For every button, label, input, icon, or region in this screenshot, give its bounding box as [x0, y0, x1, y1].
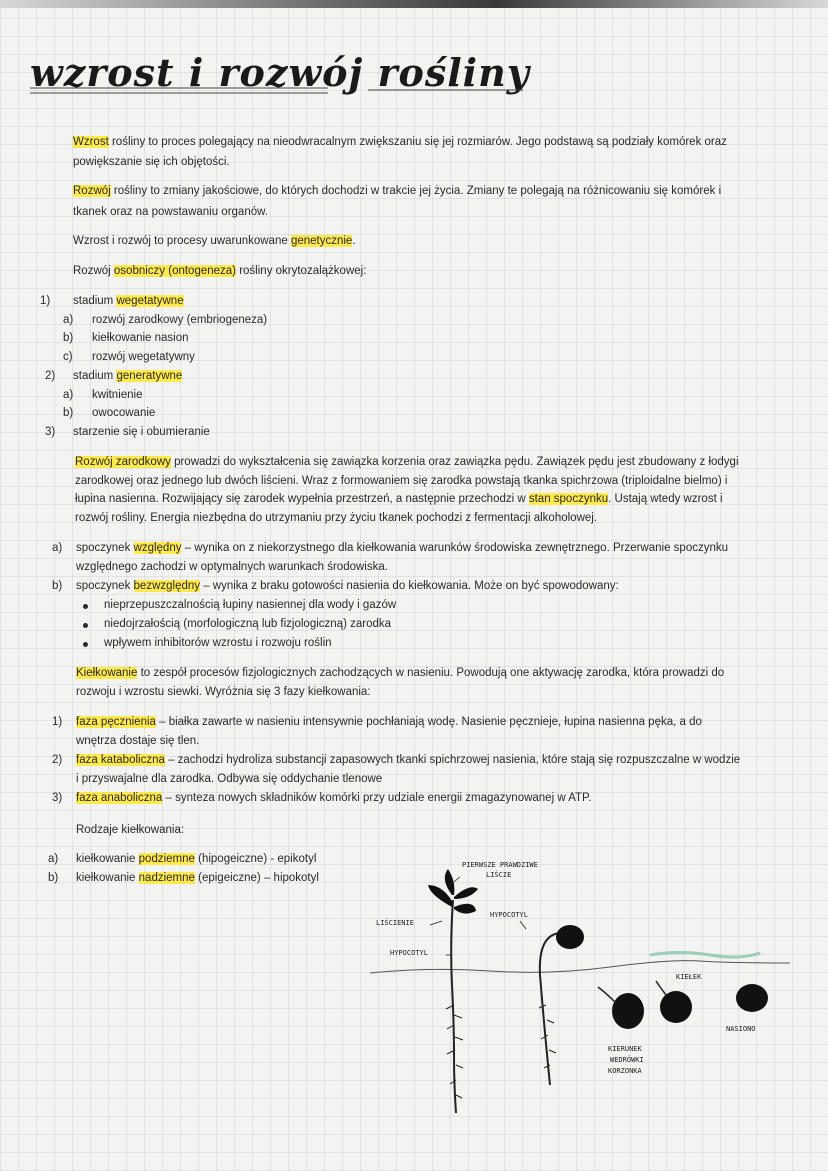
paragraph-line: łupina nasienna. Rozwijający się zarodek wypełnia przestrzeń, a następnie przechodzi w stan spoczynku. Ustają wtedy wzrost i — [75, 493, 723, 505]
list-item-faza-anaboliczna: faza anaboliczna – synteza nowych składników komórki przy udziale energii zmagazynowanej w ATP. — [76, 792, 592, 804]
paragraph-line: rozwój rośliny. Energia niezbędna do utrzymaniu przy życiu tkanek pochodzi z fermentacji alkoholowej. — [75, 512, 598, 524]
label-nasiono: NASIONO — [726, 1025, 756, 1033]
page-top-shadow — [0, 0, 828, 8]
radicle — [656, 981, 666, 995]
list-item: rozwój zarodkowy (embriogeneza) — [92, 314, 268, 326]
list-number: 2) — [52, 754, 63, 766]
list-item: kiełkowanie nasion — [92, 332, 189, 344]
list-item-spoczynek-bezwzgledny: spoczynek bezwzględny – wynika z braku gotowości nasienia do kiełkowania. Może on być spowodowany: — [76, 580, 619, 592]
hypocotyl-arc — [540, 933, 560, 1085]
list-number: 1) — [40, 295, 51, 307]
paragraph-line: rozwoju i wzrostu siewki. Wyróżnia się 3 fazy kiełkowania: — [76, 686, 371, 698]
list-number: 2) — [45, 370, 56, 382]
page-title: wzrost i rozwój rośliny — [30, 50, 530, 95]
list-letter: a) — [63, 389, 74, 401]
paragraph-kielkowanie: Kiełkowanie to zespół procesów fizjologicznych zachodzących w nasieniu. Powodują one aktywację zarodka, która prowadzi do — [76, 667, 725, 679]
germinating-seed — [660, 991, 692, 1023]
list-letter: b) — [52, 580, 63, 592]
list-item: rozwój wegetatywny — [92, 351, 195, 363]
label-hypocotyl-1: HYPOCOTYL — [490, 911, 528, 919]
list-letter: b) — [63, 332, 74, 344]
section-heading: Rodzaje kiełkowania: — [76, 824, 185, 836]
paragraph-rozwoj: Rozwój rośliny to zmiany jakościowe, do których dochodzi w trakcie jej życia. Zmiany te polegają na różnicowaniu się komórek i — [73, 185, 722, 197]
true-leaf — [445, 869, 455, 895]
list-item-cont: i przyswajalne dla zarodka. Odbywa się oddychanie tlenowe — [76, 773, 383, 785]
label-korzonka: KORZONKA — [608, 1067, 642, 1075]
list-item-stadium-generatywne: stadium generatywne — [73, 370, 183, 382]
list-letter: a) — [48, 853, 59, 865]
paragraph-wzrost-cont: powiększanie się ich objętości. — [73, 156, 230, 168]
list-item-podziemne: kiełkowanie podziemne (hipogeiczne) - epikotyl — [76, 853, 317, 865]
bullet — [83, 623, 88, 628]
list-item-cont: wnętrza dostaje się tlen. — [76, 735, 200, 747]
list-number: 3) — [52, 792, 63, 804]
label-kielek: KIEŁEK — [676, 973, 702, 981]
bullet-item: wpływem inhibitorów wzrostu i rozwoju roślin — [104, 637, 332, 649]
radicle — [598, 987, 616, 1003]
list-number: 1) — [52, 716, 63, 728]
label-liscie: LIŚCIE — [486, 871, 512, 879]
title-underline — [28, 84, 528, 104]
list-item-stadium-wegetatywne: stadium wegetatywne — [73, 295, 184, 307]
bullet-item: nieprzepuszczalnością łupiny nasiennej dla wody i gazów — [104, 599, 397, 611]
moss-line — [650, 953, 760, 958]
label-wedrowki: WEDRÓWKI — [610, 1056, 644, 1064]
germination-diagram — [370, 855, 800, 1130]
cotyledon-leaf — [454, 904, 476, 914]
label-pierwsze-liscie: PIERWSZE PRAWDZIWE — [462, 861, 538, 869]
list-letter: c) — [63, 351, 73, 363]
list-item-faza-kataboliczna: faza kataboliczna – zachodzi hydroliza substancji zapasowych tkanki spichrzowej nasienia, które stają się rozpuszczalne w wodzie — [76, 754, 741, 766]
list-letter: b) — [48, 872, 59, 884]
list-letter: a) — [52, 542, 63, 554]
seed-coat — [556, 925, 584, 949]
list-item-nadziemne: kiełkowanie nadziemne (epigeiczne) – hipokotyl — [76, 872, 319, 884]
label-liscienie: LIŚCIENIE — [376, 919, 414, 927]
seed — [736, 984, 768, 1012]
bullet-item: niedojrzałością (morfologiczną lub fizjologiczną) zarodka — [104, 618, 392, 630]
list-item: starzenie się i obumieranie — [73, 426, 210, 438]
list-item: owocowanie — [92, 407, 156, 419]
list-item-spoczynek-wzgledny: spoczynek względny – wynika on z niekorzystnego dla kiełkowania warunków środowiska zewnętrznego. Przerwanie spoczynku — [76, 542, 729, 554]
true-leaf — [454, 887, 478, 899]
list-number: 3) — [45, 426, 56, 438]
list-letter: b) — [63, 407, 74, 419]
label-hypocotyl-2: HYPOCOTYL — [390, 949, 428, 957]
list-item: kwitnienie — [92, 389, 143, 401]
list-item-cont: względnego zachodzi w optymalnych warunkach środowiska. — [76, 561, 388, 573]
bullet — [83, 604, 88, 609]
paragraph-wzrost: Wzrost rośliny to proces polegający na nieodwracalnym zwiększaniu się jej rozmiarów. Jego podstawą są podziały komórek oraz — [73, 136, 727, 148]
bullet — [83, 642, 88, 647]
label-kierunek: KIERUNEK — [608, 1045, 642, 1053]
paragraph-rozwoj-zarodkowy: Rozwój zarodkowy prowadzi do wykształcenia się zawiązka korzenia oraz zawiązka pędu. Zawiązek pędu jest zbudowany z łodygi — [75, 456, 739, 468]
paragraph-line: zarodkowej oraz jednego lub dwóch liścieni. Wraz z formowaniem się zarodka powstają tkanka spichrzowa (triploidalne bielmo) i — [75, 475, 728, 487]
list-item-faza-peczniania: faza pęcznienia – białka zawarte w nasieniu intensywnie pochłaniają wodę. Nasienie pęcznieje, łupina nasienna pęka, a do — [76, 716, 702, 728]
germinating-seed — [612, 993, 644, 1029]
paragraph-ontogeneza: Rozwój osobniczy (ontogeneza) rośliny okrytozalążkowej: — [73, 265, 367, 277]
soil-line — [370, 961, 790, 973]
paragraph-genetyczne: Wzrost i rozwój to procesy uwarunkowane genetycznie. — [73, 235, 356, 247]
list-letter: a) — [63, 314, 74, 326]
paragraph-rozwoj-cont: tkanek oraz na powstawaniu organów. — [73, 206, 268, 218]
